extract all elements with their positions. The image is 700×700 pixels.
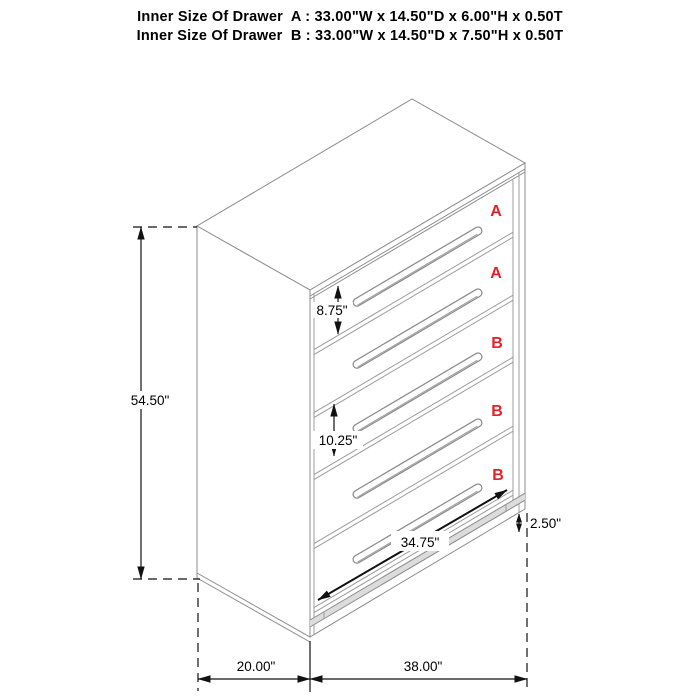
dim-overall-height bbox=[122, 227, 200, 579]
chest-body bbox=[197, 99, 525, 642]
drawer-5-label: B bbox=[492, 467, 504, 484]
drawer-4-label: B bbox=[491, 403, 503, 420]
overall-height-label: 54.50" bbox=[130, 393, 170, 408]
base-height-label: 2.50" bbox=[530, 516, 562, 531]
front-width-label: 34.75" bbox=[400, 535, 440, 550]
drawer-a-height-label: 8.75" bbox=[316, 303, 348, 318]
drawer-b-height-label: 10.25" bbox=[318, 433, 358, 448]
width-label: 38.00" bbox=[403, 659, 443, 674]
depth-label: 20.00" bbox=[236, 659, 276, 674]
dim-base-height bbox=[519, 514, 561, 532]
side-face bbox=[197, 226, 310, 637]
drawer-b-inner-size-title: Inner Size Of Drawer B : 33.00"W x 14.50"D x 7.50"H x 0.50T bbox=[136, 28, 564, 44]
drawer-a-inner-size-title: Inner Size Of Drawer A : 33.00"W x 14.50"D x 6.00"H x 0.50T bbox=[137, 9, 563, 25]
drawer-2-label: A bbox=[490, 265, 502, 282]
drawer-1-label: A bbox=[490, 203, 502, 220]
drawer-3-label: B bbox=[491, 335, 503, 352]
